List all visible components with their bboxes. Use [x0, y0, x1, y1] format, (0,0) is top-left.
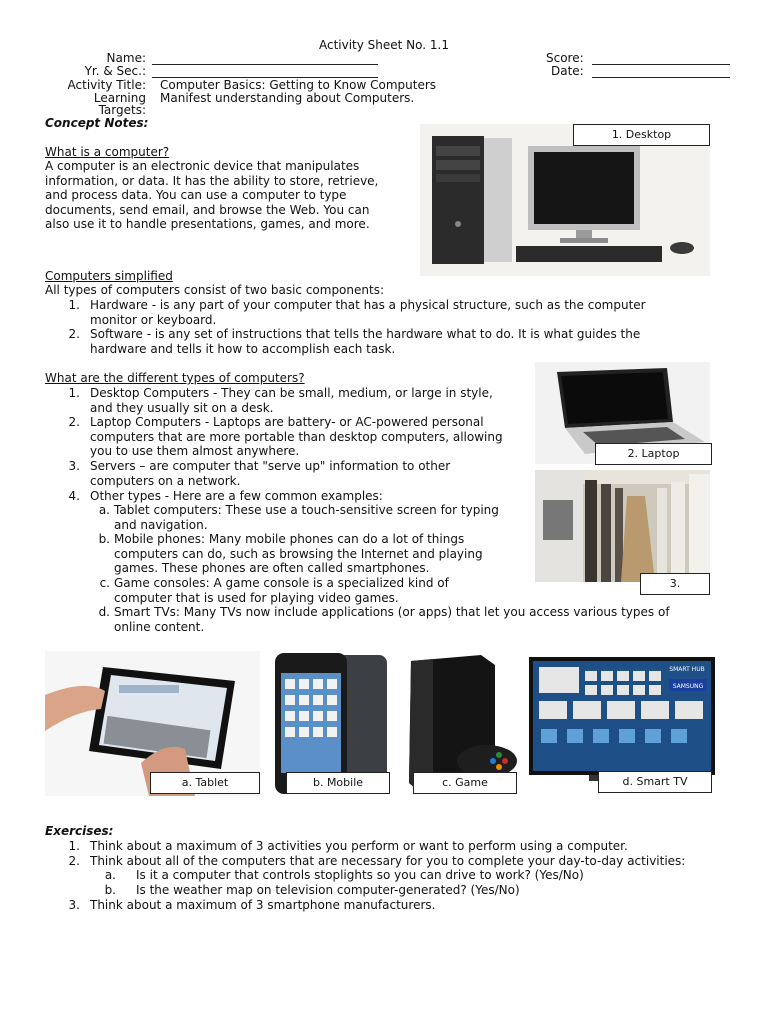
list-line: monitor or keyboard. [90, 312, 217, 327]
list-item [60, 386, 530, 415]
paragraph-line: A computer is an electronic device that manipulates [45, 159, 360, 173]
paragraph-line: information, or data. It has the ability to store, retrieve, [45, 173, 379, 188]
list-line: computers on a network. [90, 473, 241, 488]
exercise-item [60, 898, 740, 913]
list-line: online content. [114, 619, 205, 634]
paragraph-line: also use it to handle presentations, games, and more. [45, 217, 370, 232]
list-number: 3. [68, 459, 80, 473]
list-line: Laptop Computers - Laptops are battery- or AC-powered personal [90, 415, 484, 429]
caption-mobile: b. Mobile [286, 772, 390, 794]
score-label: Score: [546, 51, 584, 65]
list-line: Servers – are computer that "serve up" information to other [90, 459, 451, 473]
paragraph-line: and process data. You can use a computer to type [45, 188, 347, 203]
concept-notes-title: Concept Notes: [45, 116, 149, 130]
exercise-text: Is it a computer that controls stoplights so you can drive to work? (Yes/No) [136, 868, 584, 882]
learning-targets-value: Manifest understanding about Computers. [160, 91, 415, 105]
list-line: and navigation. [114, 517, 208, 532]
list-line: Game consoles: A game console is a specialized kind of [114, 576, 449, 590]
list-line: Desktop Computers - They can be small, medium, or large in style, [90, 386, 493, 400]
desktop-image [420, 124, 710, 276]
paragraph-line: documents, send email, and browse the Web. You can [45, 202, 370, 217]
exercise-sub-item [96, 868, 736, 883]
sub-list-item [90, 532, 530, 576]
list-number: 1. [68, 298, 80, 312]
sub-list-item [90, 605, 710, 634]
caption-laptop: 2. Laptop [595, 443, 712, 465]
name-field[interactable] [152, 64, 378, 65]
list-line: computers that are more portable than desktop computers, allowing [90, 429, 503, 444]
sheet-title: Activity Sheet No. 1.1 [318, 38, 450, 52]
list-item [60, 489, 530, 504]
list-number: 1. [68, 386, 80, 400]
list-letter: d. [98, 605, 110, 619]
list-number: 2. [68, 327, 80, 341]
list-letter: a. [104, 868, 116, 882]
list-letter: a. [98, 503, 110, 517]
list-line: computers can do, such as browsing the Internet and playing [114, 546, 483, 561]
activity-title-label: Activity Title: [67, 78, 146, 92]
score-field[interactable] [592, 64, 730, 65]
date-label: Date: [551, 64, 584, 78]
yr-sec-label: Yr. & Sec.: [84, 64, 146, 78]
caption-tv: d. Smart TV [598, 771, 712, 793]
list-letter: b. [104, 883, 116, 897]
list-number: 1. [68, 839, 80, 853]
exercise-item [60, 854, 740, 869]
list-line: Smart TVs: Many TVs now include applications (or apps) that let you access various types of [114, 605, 670, 619]
exercise-item [60, 839, 740, 854]
simplified-intro: All types of computers consist of two basic components: [45, 283, 384, 297]
learning-targets-label-2: Targets: [98, 103, 146, 117]
list-line: Hardware - is any part of your computer that has a physical structure, such as the computer [90, 298, 646, 312]
sub-list-item [90, 503, 530, 532]
date-field[interactable] [592, 77, 730, 78]
list-item [60, 459, 530, 488]
simplified-heading: Computers simplified [45, 269, 173, 283]
what-is-heading: What is a computer? [45, 145, 170, 159]
list-line: Tablet computers: These use a touch-sensitive screen for typing [114, 503, 499, 517]
server-image [535, 470, 710, 582]
exercises-title: Exercises: [45, 824, 114, 838]
exercise-text: Think about a maximum of 3 activities you perform or want to perform using a computer. [90, 839, 628, 853]
list-item [60, 415, 530, 459]
exercise-text: Is the weather map on television computer-generated? (Yes/No) [136, 883, 520, 897]
list-number: 4. [68, 489, 80, 503]
what-is-paragraph [45, 159, 405, 232]
list-number: 3. [68, 898, 80, 912]
list-line: and they usually sit on a desk. [90, 400, 274, 415]
caption-game: c. Game [413, 772, 517, 794]
list-number: 2. [68, 415, 80, 429]
sub-list-item [90, 576, 530, 605]
types-heading: What are the different types of computers? [45, 371, 305, 385]
list-line: computer that is used for playing video games. [114, 590, 399, 605]
list-item [60, 298, 700, 327]
list-line: Software - is any set of instructions that tells the hardware what to do. It is what guides the [90, 327, 641, 341]
exercise-text: Think about a maximum of 3 smartphone manufacturers. [90, 898, 436, 912]
activity-title-value: Computer Basics: Getting to Know Computers [160, 78, 437, 92]
tv-hub-text: SMART HUB [669, 666, 705, 673]
caption-server: 3. [640, 573, 710, 595]
list-line: games. These phones are often called smartphones. [114, 561, 430, 576]
list-letter: b. [98, 532, 110, 546]
list-line: you to use them almost anywhere. [90, 444, 300, 459]
exercise-text: Think about all of the computers that are necessary for you to complete your day-to-day activities: [90, 854, 686, 868]
list-line: Other types - Here are a few common examples: [90, 489, 383, 503]
name-label: Name: [106, 51, 146, 65]
learning-targets-label: Learning [93, 91, 146, 105]
list-line: Mobile phones: Many mobile phones can do a lot of things [114, 532, 465, 546]
caption-tablet: a. Tablet [150, 772, 260, 794]
list-number: 2. [68, 854, 80, 868]
list-line: hardware and tells it how to accomplish each task. [90, 341, 396, 356]
list-item [60, 327, 700, 356]
list-letter: c. [99, 576, 110, 590]
caption-desktop: 1. Desktop [573, 124, 710, 146]
exercise-sub-item [96, 883, 736, 898]
tv-brand-text: SAMSUNG [672, 683, 704, 690]
